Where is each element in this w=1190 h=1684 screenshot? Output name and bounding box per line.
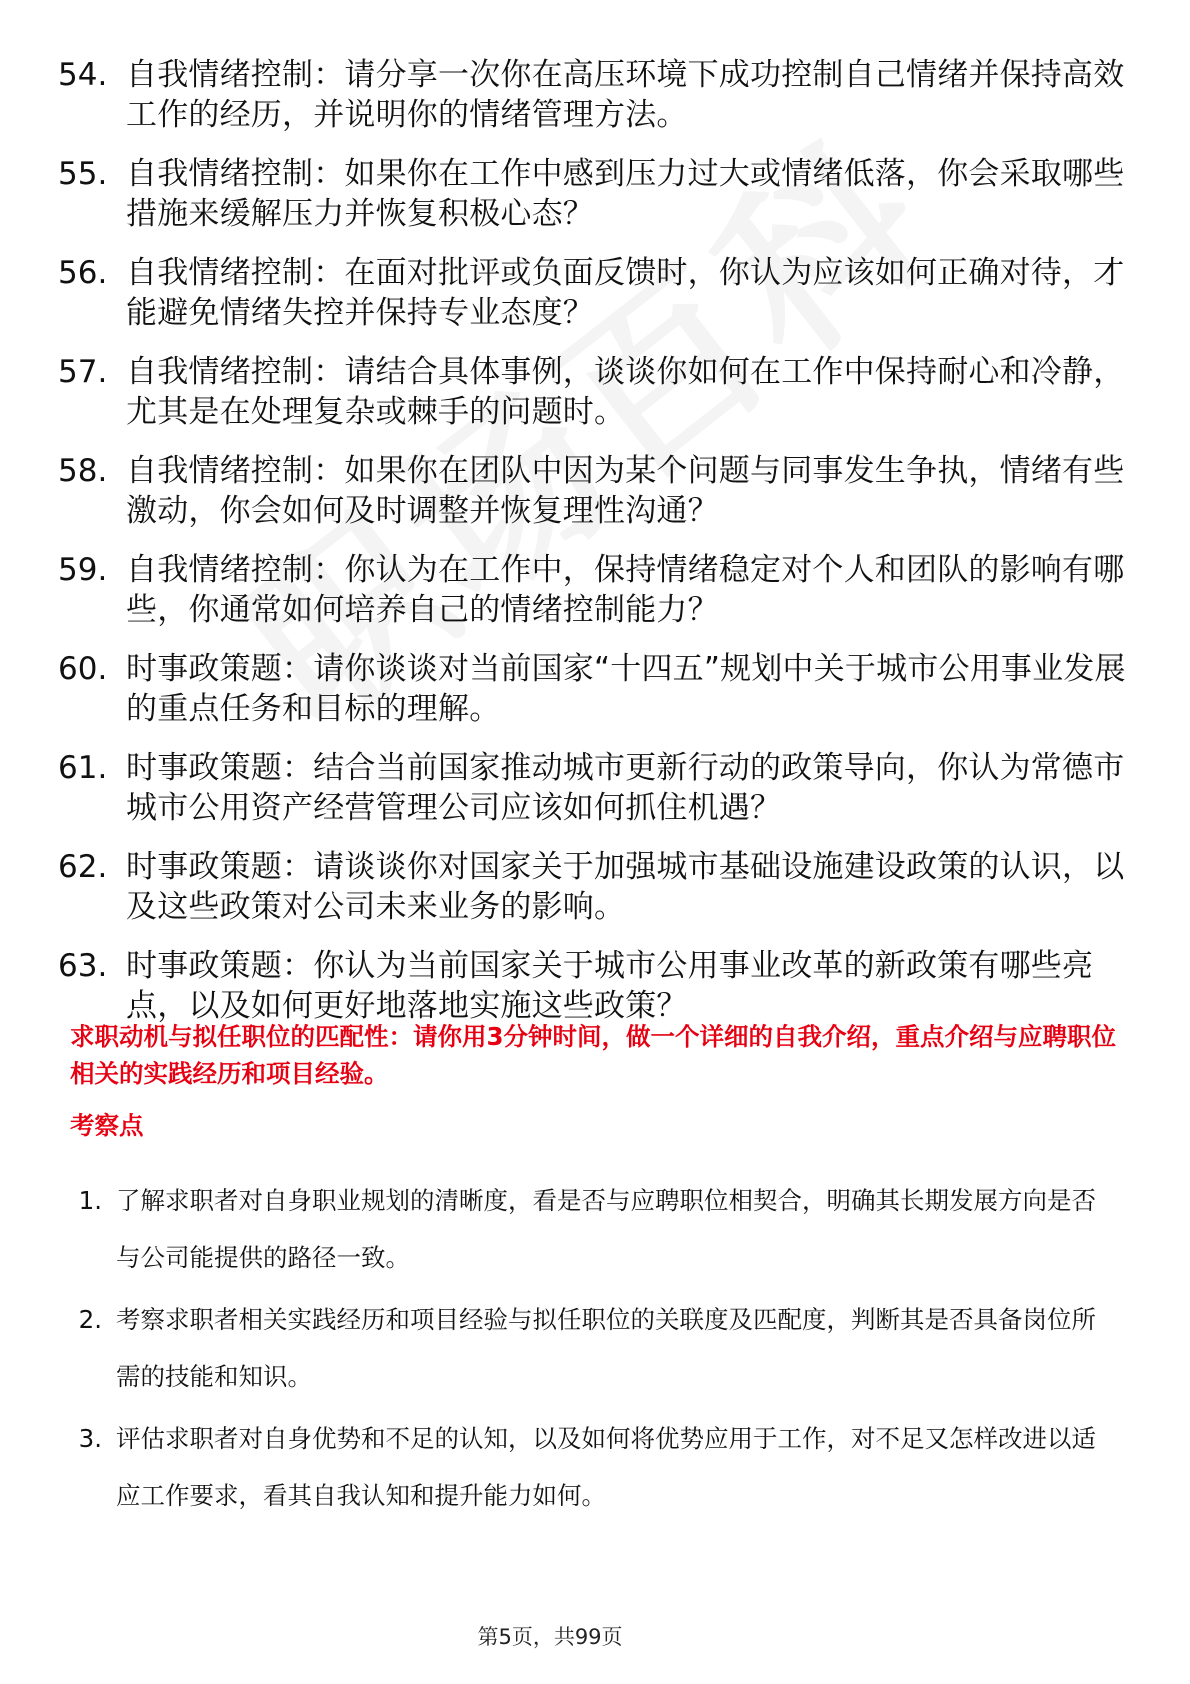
- question-item: [58, 253, 1138, 333]
- question-list: [58, 55, 1138, 1045]
- question-text: 时事政策题：请谈谈你对国家关于加强城市基础设施建设政策的认识，以及这些政策对公司未来业务的影响。: [126, 849, 1125, 925]
- question-number: 58.: [58, 453, 108, 489]
- question-number: 63.: [58, 948, 108, 984]
- list-item-text: 了解求职者对自身职业规划的清晰度，看是否与应聘职位相契合，明确其长期发展方向是否与公司能提供的路径一致。: [116, 1186, 1096, 1272]
- list-item-number: 1.: [78, 1186, 102, 1215]
- list-item-text: 评估求职者对自身优势和不足的认知，以及如何将优势应用于工作，对不足又怎样改进以适应工作要求，看其自我认知和提升能力如何。: [116, 1424, 1096, 1510]
- question-number: 59.: [58, 552, 108, 588]
- list-item-number: 3.: [78, 1424, 102, 1453]
- question-text: 自我情绪控制：在面对批评或负面反馈时，你认为应该如何正确对待，才能避免情绪失控并保持专业态度？: [126, 255, 1125, 331]
- question-text: 自我情绪控制：如果你在工作中感到压力过大或情绪低落，你会采取哪些措施来缓解压力并恢复积极心态？: [126, 156, 1125, 232]
- section-heading: 考察点: [70, 1111, 144, 1140]
- question-number: 57.: [58, 354, 108, 390]
- list-item-number: 2.: [78, 1305, 102, 1334]
- list-item-text: 考察求职者相关实践经历和项目经验与拟任职位的关联度及匹配度，判断其是否具备岗位所需的技能和知识。: [116, 1305, 1096, 1391]
- question-number: 61.: [58, 750, 108, 786]
- question-text: 自我情绪控制：请结合具体事例，谈谈你如何在工作中保持耐心和冷静，尤其是在处理复杂或棘手的问题时。: [126, 354, 1125, 430]
- question-item: [58, 946, 1138, 1026]
- question-text: 时事政策题：你认为当前国家关于城市公用事业改革的新政策有哪些亮点，以及如何更好地落地实施这些政策？: [126, 948, 1094, 1024]
- question-number: 60.: [58, 651, 108, 687]
- question-item: [58, 451, 1138, 531]
- question-text: 时事政策题：结合当前国家推动城市更新行动的政策导向，你认为常德市城市公用资产经营管理公司应该如何抓住机遇？: [126, 750, 1125, 826]
- question-number: 56.: [58, 255, 108, 291]
- list-item: [70, 1172, 1140, 1286]
- question-item: [58, 55, 1138, 135]
- question-text: 自我情绪控制：你认为在工作中，保持情绪稳定对个人和团队的影响有哪些，你通常如何培养自己的情绪控制能力？: [126, 552, 1125, 628]
- question-number: 62.: [58, 849, 108, 885]
- page-footer: 第5页，共99页: [477, 1625, 623, 1649]
- question-number: 54.: [58, 57, 108, 93]
- question-item: [58, 649, 1138, 729]
- assessment-points-list: [70, 1172, 1140, 1529]
- question-number: 55.: [58, 156, 108, 192]
- question-item: [58, 352, 1138, 432]
- question-item: [58, 550, 1138, 630]
- question-item: [58, 847, 1138, 927]
- highlighted-question: 求职动机与拟任职位的匹配性：请你用3分钟时间，做一个详细的自我介绍，重点介绍与应聘职位相关的实践经历和项目经验。: [70, 1022, 1117, 1088]
- question-item: [58, 748, 1138, 828]
- question-item: [58, 154, 1138, 234]
- list-item: [70, 1410, 1140, 1524]
- question-text: 自我情绪控制：请分享一次你在高压环境下成功控制自己情绪并保持高效工作的经历，并说明你的情绪管理方法。: [126, 57, 1125, 133]
- list-item: [70, 1291, 1140, 1405]
- question-text: 自我情绪控制：如果你在团队中因为某个问题与同事发生争执，情绪有些激动，你会如何及时调整并恢复理性沟通？: [126, 453, 1125, 529]
- question-text: 时事政策题：请你谈谈对当前国家“十四五”规划中关于城市公用事业发展的重点任务和目标的理解。: [126, 651, 1126, 727]
